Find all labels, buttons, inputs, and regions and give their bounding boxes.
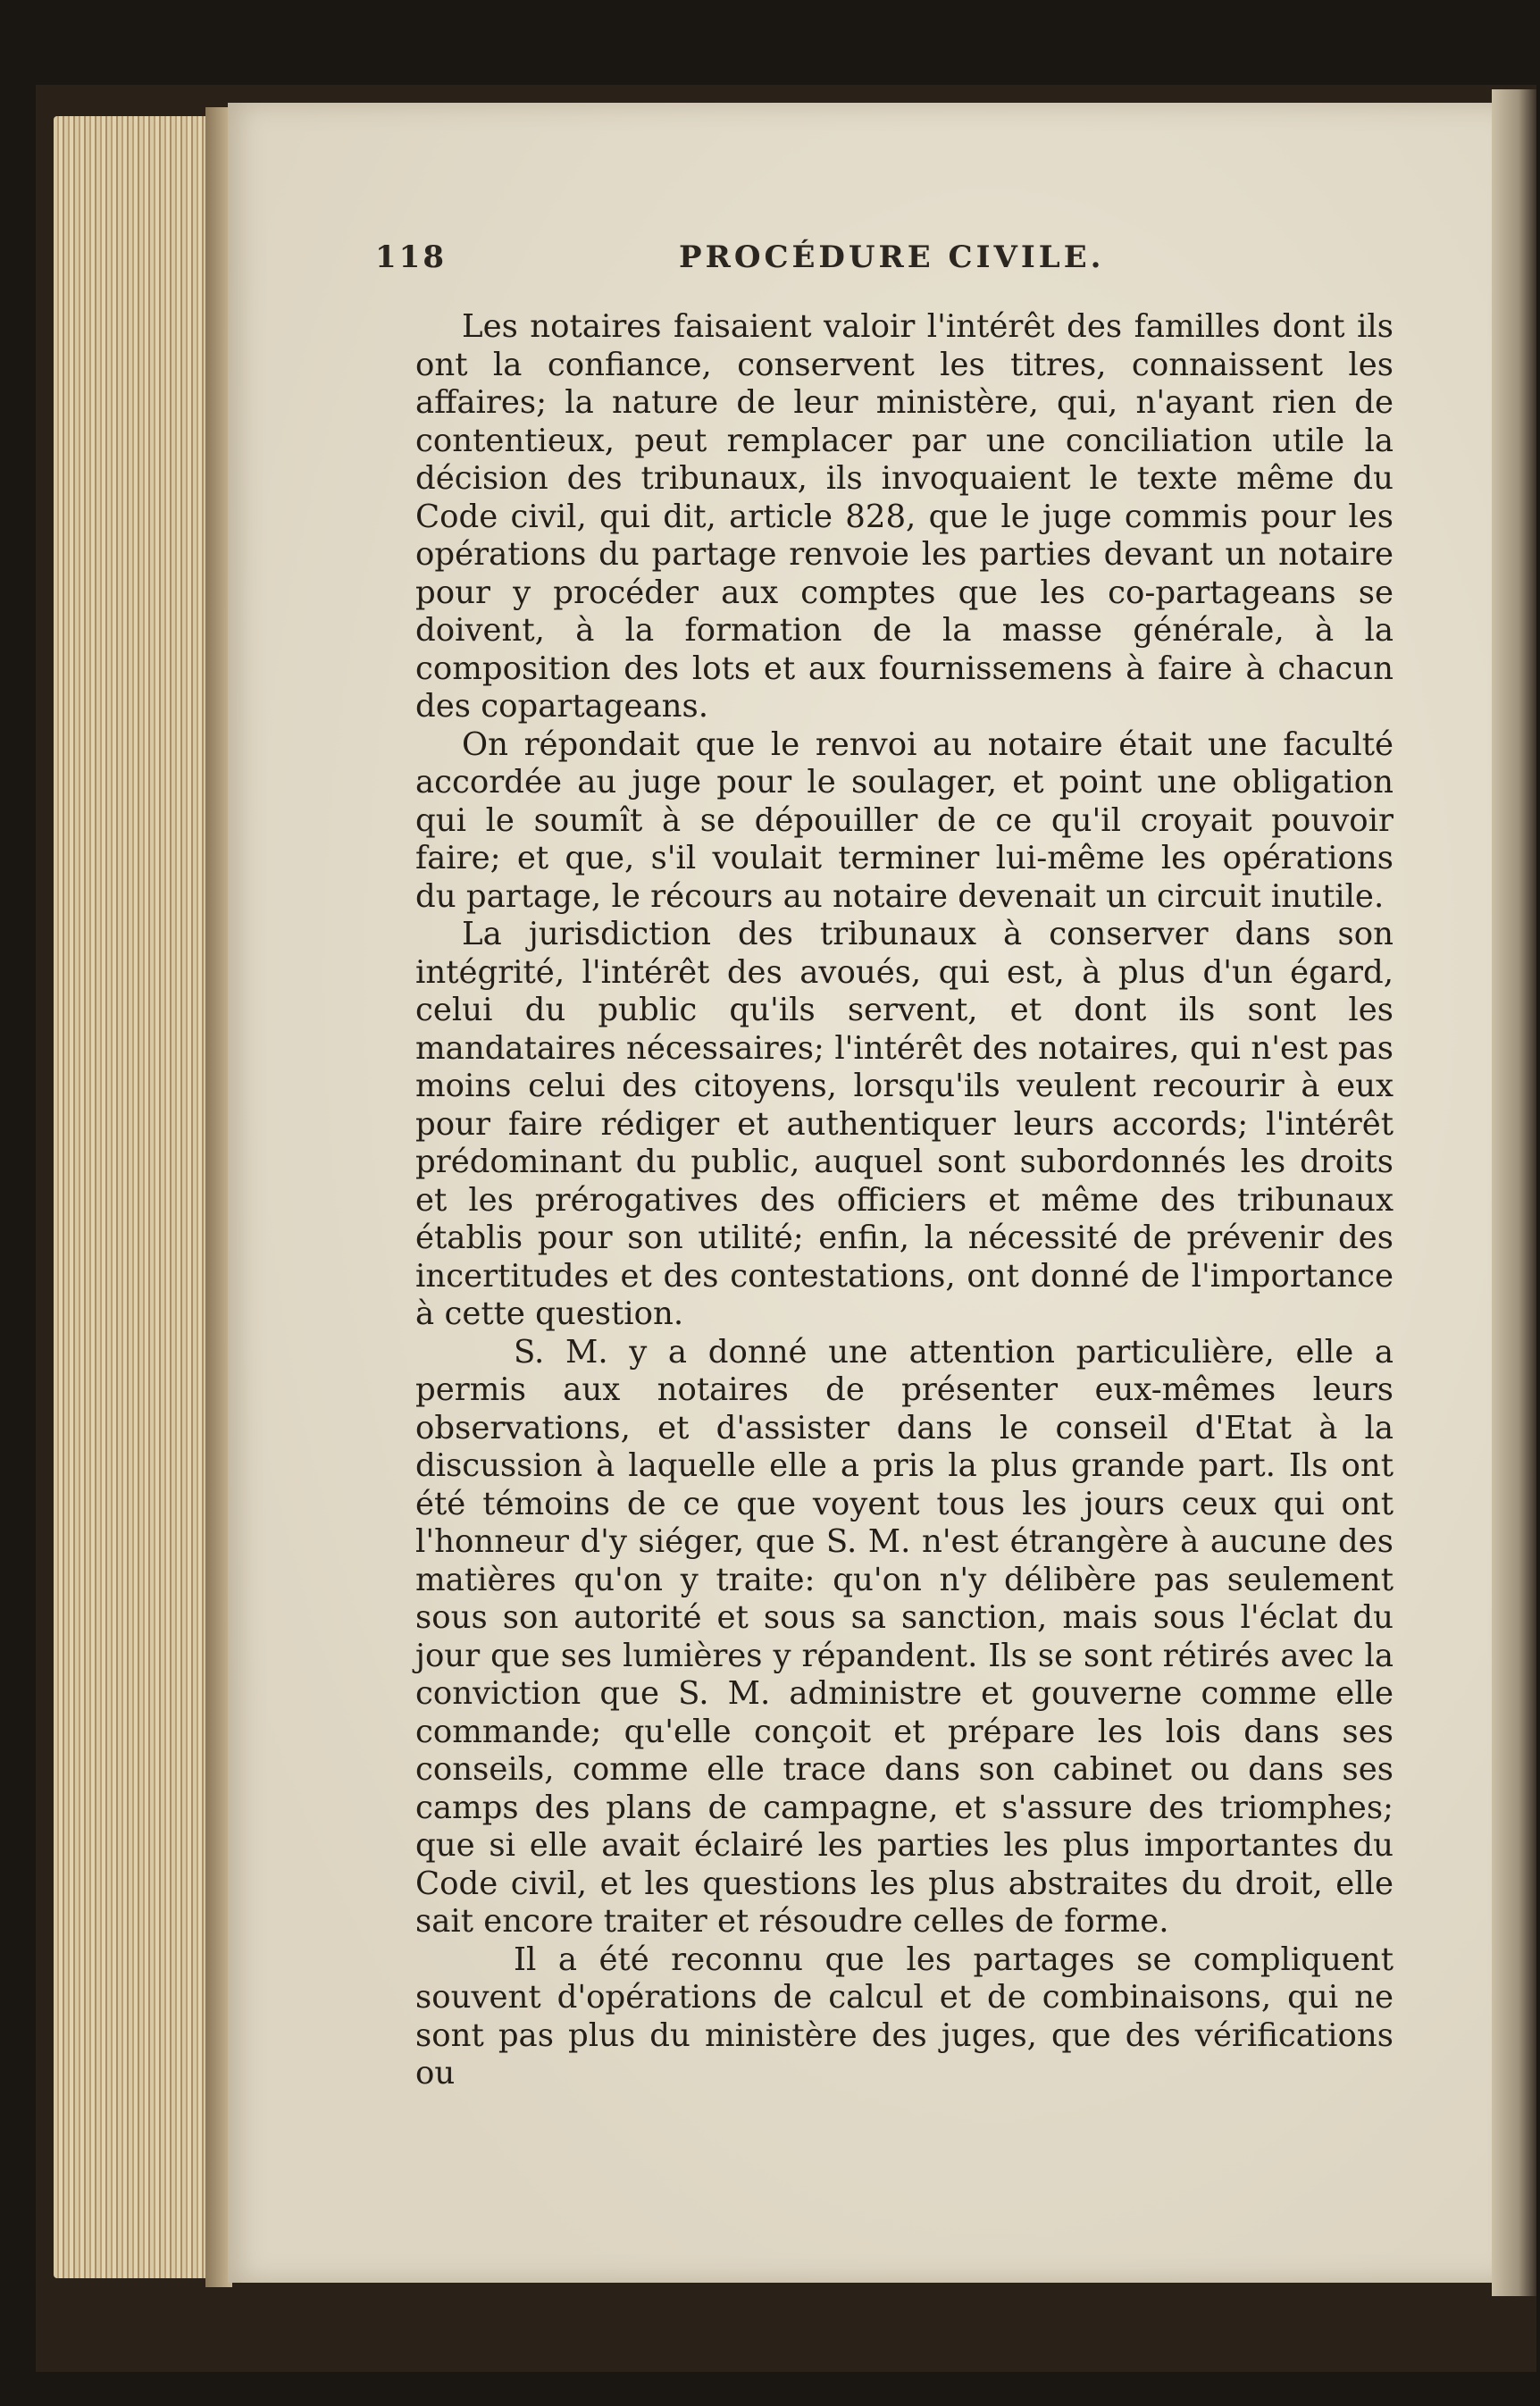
paragraph-4: S. M. y a donné une attention particulière, elle a permis aux notaires de présenter eux-mêmes leurs observations, et d'assister dans le conseil d'Etat à la discussion à laquelle elle a pris la plus grande part. Ils ont été témoins de ce que voyent tous les jours ceux qui ont l'honneur d'y siéger, que S. M. n'est étrangère à aucune des matières qu'on y traite: qu'on n'y délibère pas seulement sous son autorité et sous sa sanction, mais sous l'éclat du jour que ses lumières y répandent. Ils se sont rétirés avec la conviction que S. M. administre et gouverne comme elle commande; qu'elle conçoit et prépare les lois dans ses conseils, comme elle trace dans son cabinet ou dans ses camps des plans de campagne, et s'assure des triomphes; que si elle avait éclairé les parties les plus importantes du Code civil, et les questions les plus abstraites du droit, elle sait encore traiter et résoudre celles de forme. xyxy=(415,1333,1394,1940)
right-page-edge xyxy=(1492,89,1536,2296)
paragraph-2: On répondait que le renvoi au notaire était une faculté accordée au juge pour le soulager, et point une obligation qui le soumît à se dépouiller de ce qu'il croyait pouvoir faire; et que, s'il voulait terminer lui-même les opérations du partage, le récours au notaire devenait un circuit inutile. xyxy=(415,725,1394,915)
paragraph-1: Les notaires faisaient valoir l'intérêt des familles dont ils ont la confiance, conservent les titres, connaissent les affaires; la nature de leur ministère, qui, n'ayant rien de contentieux, peut remplacer par une conciliation utile la décision des tribunaux, ils invoquaient le texte même du Code civil, qui dit, article 828, que le juge commis pour les opérations du partage renvoie les parties devant un notaire pour y procéder aux comptes que les co-partageans se doivent, à la formation de la masse générale, à la composition des lots et aux fournissemens à faire à chacun des copartageans. xyxy=(415,308,1394,725)
page-edges xyxy=(54,116,205,2278)
page-number: 118 xyxy=(375,239,447,275)
paragraph-5: Il a été reconnu que les partages se compliquent souvent d'opérations de calcul et de combinaisons, qui ne sont pas plus du ministère des juges, que des vérifications ou xyxy=(415,1941,1394,2092)
page-header xyxy=(375,239,1394,293)
paragraph-3: La jurisdiction des tribunaux à conserver dans son intégrité, l'intérêt des avoués, qui est, à plus d'un égard, celui du public qu'ils servent, et dont ils sont les mandataires nécessaires; l'intérêt des notaires, qui n'est pas moins celui des citoyens, lorsqu'ils veulent recourir à eux pour faire rédiger et authentiquer leurs accords; l'intérêt prédominant du public, auquel sont subordonnés les droits et les prérogatives des officiers et même des tribunaux établis pour son utilité; enfin, la nécessité de prévenir des incertitudes et des contestations, ont donné de l'importance à cette question. xyxy=(415,916,1394,1332)
running-title: PROCÉDURE CIVILE. xyxy=(679,239,1105,275)
body-text xyxy=(415,308,1394,2093)
